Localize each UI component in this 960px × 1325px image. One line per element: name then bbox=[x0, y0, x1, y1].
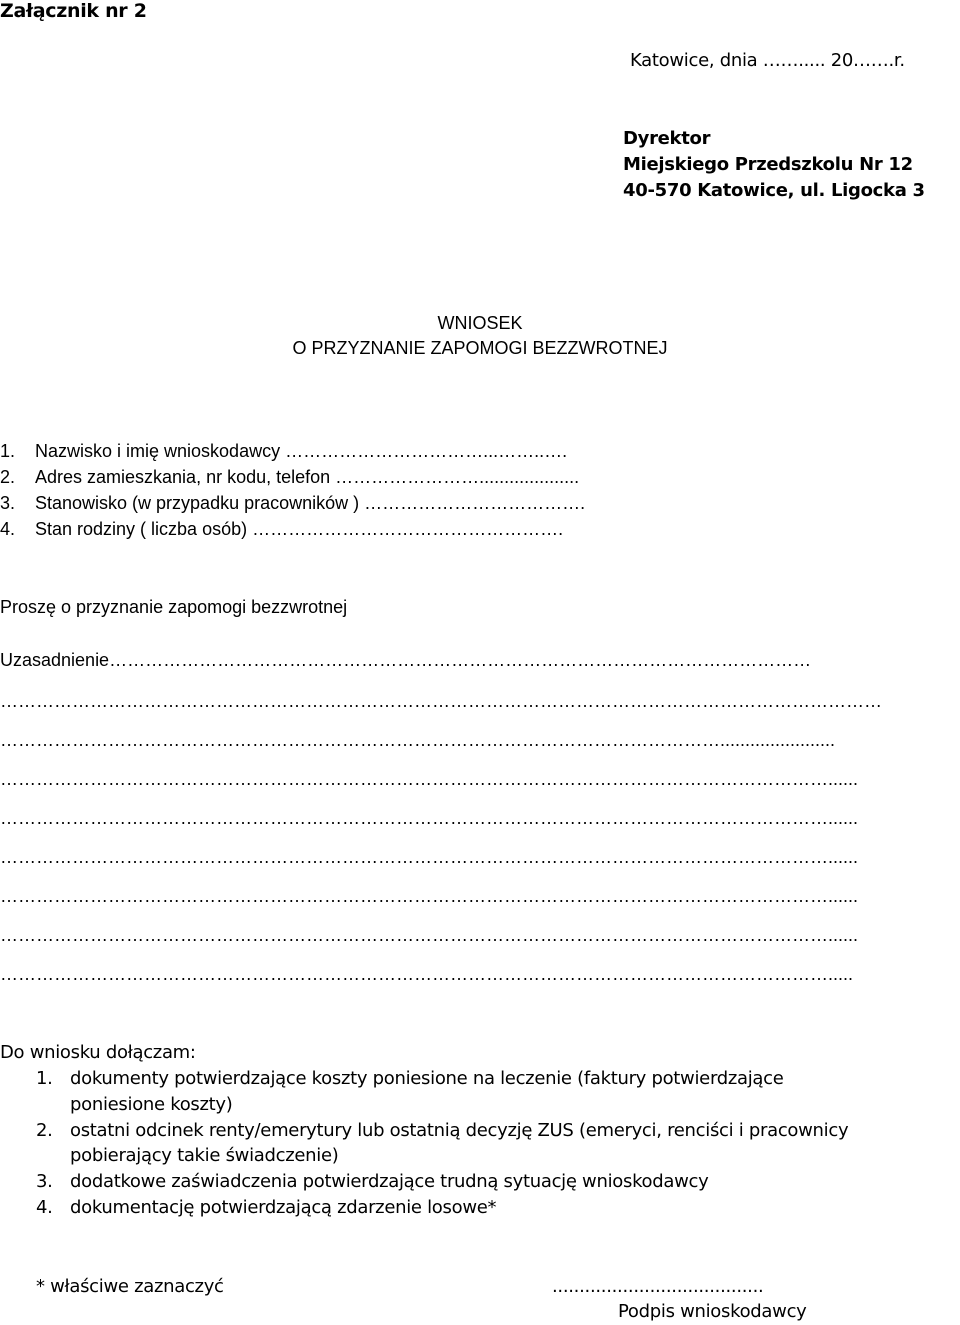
request-text: Proszę o przyznanie zapomogi bezzwrotnej bbox=[0, 597, 348, 617]
justification-line: …………………………………………………………………………………………………………………………...... bbox=[0, 925, 859, 945]
attachment-text: ostatni odcinek renty/emerytury lub ostatnią decyzję ZUS (emeryci, renciści i pracownicy bbox=[70, 1120, 849, 1141]
justification-line: …………………………………………………………………………………………………………....................... bbox=[0, 730, 836, 750]
justification-line: …………………………………………………………………………………………………………………………...... bbox=[0, 769, 859, 789]
field-number: 4. bbox=[0, 519, 16, 539]
attachment-number: 4. bbox=[36, 1197, 53, 1218]
signature-line: ....................................... bbox=[552, 1276, 764, 1297]
signature-label: Podpis wnioskodawcy bbox=[618, 1301, 807, 1322]
field-position bbox=[0, 493, 585, 514]
attachment-text: dokumentację potwierdzającą zdarzenie losowe* bbox=[70, 1197, 497, 1218]
footnote: * właściwe zaznaczyć bbox=[36, 1276, 224, 1297]
field-number: 3. bbox=[0, 493, 16, 513]
attachment-text: dodatkowe zaświadczenia potwierdzające trudną sytuację wnioskodawcy bbox=[70, 1171, 709, 1192]
field-number: 1. bbox=[0, 441, 16, 461]
attachment-text: dokumenty potwierdzające koszty poniesione na leczenie (faktury potwierdzające bbox=[70, 1068, 784, 1089]
justification-line: …………………………………………………………………………………………………………………………...... bbox=[0, 847, 859, 867]
justification-line: …………………………………………………………………………………………………………………………...... bbox=[0, 808, 859, 828]
addressee-line-3: 40-570 Katowice, ul. Ligocka 3 bbox=[623, 180, 925, 201]
attachment-number: 3. bbox=[36, 1171, 53, 1192]
field-applicant-name bbox=[0, 441, 567, 462]
field-text: Adres zamieszkania, nr kodu, telefon …………………….................... bbox=[35, 467, 580, 487]
document-title: WNIOSEK bbox=[437, 313, 523, 333]
addressee-line-1: Dyrektor bbox=[623, 128, 711, 149]
justification-line: …………………………………………………………………………………………………………………………...... bbox=[0, 886, 859, 906]
field-address bbox=[0, 467, 579, 488]
attachment-text-continued: poniesione koszty) bbox=[70, 1094, 233, 1115]
attachment-number: 1. bbox=[36, 1068, 53, 1089]
field-number: 2. bbox=[0, 467, 16, 487]
place-date: Katowice, dnia ……..... 20…….r. bbox=[630, 50, 905, 71]
field-text: Stanowisko (w przypadku pracowników ) ………………………………. bbox=[35, 493, 586, 513]
field-text: Nazwisko i imię wnioskodawcy ……………………………...……..…. bbox=[35, 441, 568, 461]
justification-line: …………………………………………………………………………………………………………………………..... bbox=[0, 964, 854, 984]
field-family bbox=[0, 519, 563, 540]
justification-line: ………………………………………………………………………………………………………………………………… bbox=[0, 691, 882, 711]
attachments-label: Do wniosku dołączam: bbox=[0, 1042, 196, 1063]
field-text: Stan rodziny ( liczba osób) ……………………………………………. bbox=[35, 519, 564, 539]
attachment-number: 2. bbox=[36, 1120, 53, 1141]
attachment-text-continued: pobierający takie świadczenie) bbox=[70, 1145, 339, 1166]
justification-label: Uzasadnienie……………………………………………………………………………………………………… bbox=[0, 650, 812, 670]
addressee-line-2: Miejskiego Przedszkolu Nr 12 bbox=[623, 154, 913, 175]
attachment-title: Załącznik nr 2 bbox=[0, 0, 147, 22]
document-subtitle: O PRZYZNANIE ZAPOMOGI BEZZWROTNEJ bbox=[292, 338, 668, 358]
